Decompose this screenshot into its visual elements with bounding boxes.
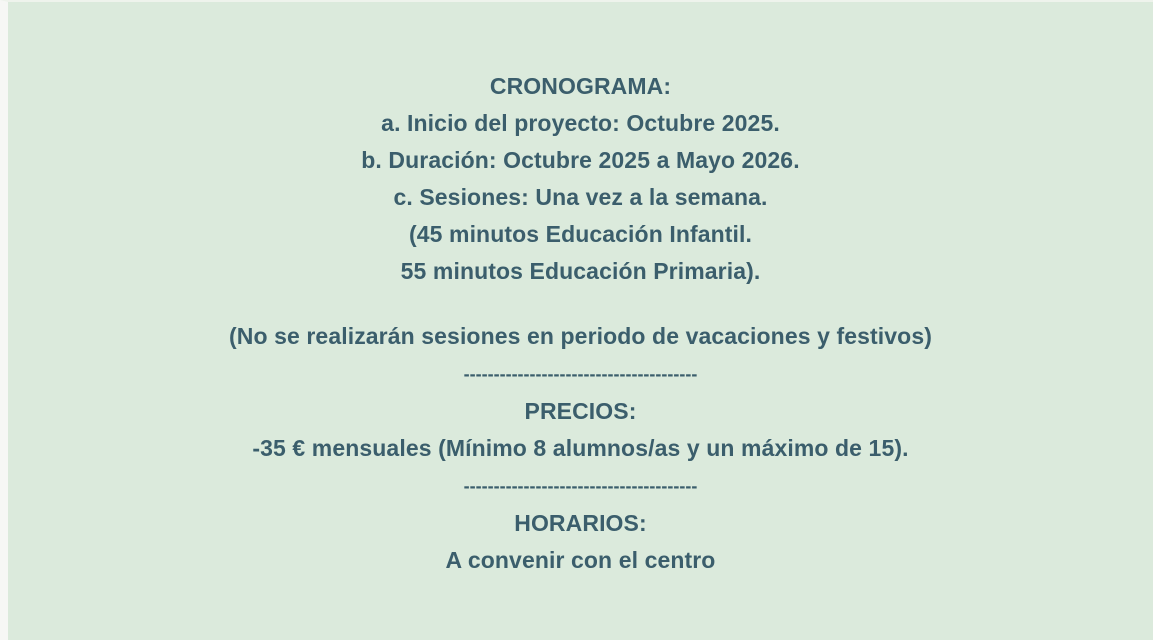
separator-2: ---------------------------------------	[463, 476, 698, 496]
precios-line: -35 € mensuales (Mínimo 8 alumnos/as y un máximo de 15).	[252, 435, 909, 461]
cronograma-line-sesiones: c. Sesiones: Una vez a la semana.	[393, 184, 768, 210]
spacer	[8, 290, 1153, 318]
cronograma-line-primaria: 55 minutos Educación Primaria).	[400, 258, 761, 284]
horarios-line: A convenir con el centro	[445, 547, 716, 573]
precios-heading: PRECIOS:	[524, 398, 637, 424]
cronograma-line-infantil: (45 minutos Educación Infantil.	[408, 221, 753, 247]
cronograma-heading: CRONOGRAMA:	[489, 73, 672, 99]
document-content	[8, 68, 1153, 579]
separator-1: ---------------------------------------	[463, 364, 698, 384]
horarios-heading: HORARIOS:	[514, 510, 647, 536]
cronograma-line-inicio: a. Inicio del proyecto: Octubre 2025.	[381, 110, 780, 136]
cronograma-line-duracion: b. Duración: Octubre 2025 a Mayo 2026.	[361, 147, 800, 173]
cronograma-note: (No se realizarán sesiones en periodo de vacaciones y festivos)	[229, 323, 932, 349]
